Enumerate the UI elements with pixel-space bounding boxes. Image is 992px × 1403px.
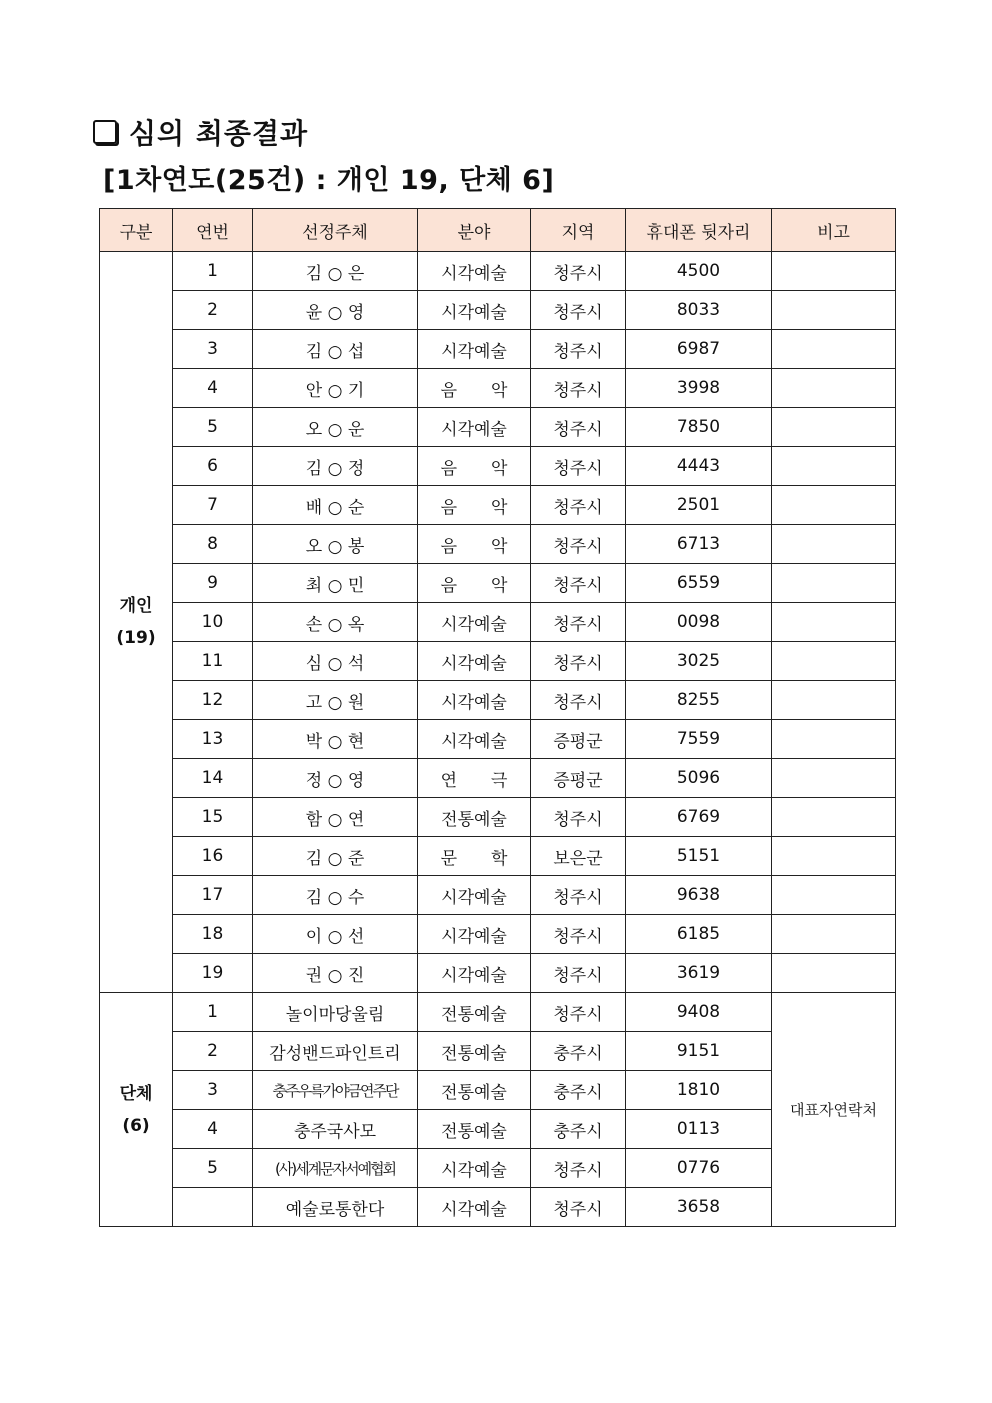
row-number: 9 bbox=[173, 564, 253, 603]
row-region: 증평군 bbox=[531, 720, 626, 759]
table-header-row bbox=[100, 209, 896, 252]
header-selected: 선정주체 bbox=[253, 209, 418, 252]
row-note bbox=[772, 642, 896, 681]
page-title-text: 심의 최종결과 bbox=[129, 117, 309, 150]
row-region: 청주시 bbox=[531, 447, 626, 486]
row-number bbox=[173, 1188, 253, 1227]
row-phone: 8255 bbox=[626, 681, 772, 720]
row-field: 음 악 bbox=[418, 369, 531, 408]
row-field: 시각예술 bbox=[418, 291, 531, 330]
row-phone: 6713 bbox=[626, 525, 772, 564]
row-note bbox=[772, 837, 896, 876]
row-name: 손 ○ 옥 bbox=[253, 603, 418, 642]
page-subtitle: [1차연도(25건) : 개인 19, 단체 6] bbox=[103, 165, 555, 196]
row-field: 전통예술 bbox=[418, 1071, 531, 1110]
header-phone: 휴대폰 뒷자리 bbox=[626, 209, 772, 252]
row-name: 안 ○ 기 bbox=[253, 369, 418, 408]
row-region: 청주시 bbox=[531, 876, 626, 915]
row-number: 1 bbox=[173, 252, 253, 291]
row-name: 김 ○ 은 bbox=[253, 252, 418, 291]
row-note bbox=[772, 408, 896, 447]
row-note bbox=[772, 369, 896, 408]
row-field: 시각예술 bbox=[418, 876, 531, 915]
row-name: 최 ○ 민 bbox=[253, 564, 418, 603]
row-field: 음 악 bbox=[418, 525, 531, 564]
row-number: 4 bbox=[173, 1110, 253, 1149]
row-note bbox=[772, 486, 896, 525]
row-note bbox=[772, 525, 896, 564]
row-name: 심 ○ 석 bbox=[253, 642, 418, 681]
row-region: 청주시 bbox=[531, 642, 626, 681]
row-name: 정 ○ 영 bbox=[253, 759, 418, 798]
row-note bbox=[772, 681, 896, 720]
row-region: 청주시 bbox=[531, 993, 626, 1032]
row-phone: 2501 bbox=[626, 486, 772, 525]
row-region: 청주시 bbox=[531, 1149, 626, 1188]
table-row bbox=[100, 837, 896, 876]
row-note bbox=[772, 954, 896, 993]
category-label: 단체 bbox=[119, 1083, 153, 1104]
row-phone: 0113 bbox=[626, 1110, 772, 1149]
row-number: 10 bbox=[173, 603, 253, 642]
row-number: 12 bbox=[173, 681, 253, 720]
table-row bbox=[100, 447, 896, 486]
row-region: 보은군 bbox=[531, 837, 626, 876]
table-row bbox=[100, 876, 896, 915]
table-row bbox=[100, 525, 896, 564]
row-name: 고 ○ 원 bbox=[253, 681, 418, 720]
category-group bbox=[100, 993, 173, 1227]
row-field: 시각예술 bbox=[418, 681, 531, 720]
row-name: (사)세계문자서예협회 bbox=[253, 1149, 418, 1188]
row-phone: 6185 bbox=[626, 915, 772, 954]
row-region: 청주시 bbox=[531, 486, 626, 525]
row-number: 7 bbox=[173, 486, 253, 525]
row-region: 증평군 bbox=[531, 759, 626, 798]
row-note bbox=[772, 252, 896, 291]
row-region: 충주시 bbox=[531, 1071, 626, 1110]
row-note bbox=[772, 876, 896, 915]
row-number: 16 bbox=[173, 837, 253, 876]
row-region: 청주시 bbox=[531, 369, 626, 408]
row-phone: 9408 bbox=[626, 993, 772, 1032]
row-number: 15 bbox=[173, 798, 253, 837]
category-count: (6) bbox=[122, 1115, 150, 1136]
row-field: 시각예술 bbox=[418, 252, 531, 291]
row-note bbox=[772, 915, 896, 954]
row-phone: 5151 bbox=[626, 837, 772, 876]
row-name: 감성밴드파인트리 bbox=[253, 1032, 418, 1071]
checkbox-icon bbox=[93, 120, 117, 144]
row-note bbox=[772, 759, 896, 798]
row-field: 전통예술 bbox=[418, 798, 531, 837]
group-note: 대표자연락처 bbox=[772, 993, 896, 1227]
category-count: (19) bbox=[116, 628, 156, 648]
row-name: 배 ○ 순 bbox=[253, 486, 418, 525]
row-phone: 3619 bbox=[626, 954, 772, 993]
row-phone: 1810 bbox=[626, 1071, 772, 1110]
row-region: 청주시 bbox=[531, 252, 626, 291]
row-name: 김 ○ 정 bbox=[253, 447, 418, 486]
row-phone: 3658 bbox=[626, 1188, 772, 1227]
row-number: 3 bbox=[173, 1071, 253, 1110]
row-region: 청주시 bbox=[531, 681, 626, 720]
row-note bbox=[772, 603, 896, 642]
row-region: 청주시 bbox=[531, 525, 626, 564]
row-phone: 3025 bbox=[626, 642, 772, 681]
table-row bbox=[100, 486, 896, 525]
row-field: 전통예술 bbox=[418, 993, 531, 1032]
row-phone: 8033 bbox=[626, 291, 772, 330]
table-row bbox=[100, 993, 896, 1032]
row-number: 6 bbox=[173, 447, 253, 486]
header-region: 지역 bbox=[531, 209, 626, 252]
table-row bbox=[100, 369, 896, 408]
row-name: 충주우륵가야금연주단 bbox=[253, 1071, 418, 1110]
row-field: 전통예술 bbox=[418, 1110, 531, 1149]
row-region: 청주시 bbox=[531, 564, 626, 603]
header-note: 비고 bbox=[772, 209, 896, 252]
row-number: 11 bbox=[173, 642, 253, 681]
row-number: 5 bbox=[173, 1149, 253, 1188]
table-row bbox=[100, 603, 896, 642]
row-region: 청주시 bbox=[531, 408, 626, 447]
row-note bbox=[772, 447, 896, 486]
row-note bbox=[772, 798, 896, 837]
category-individual bbox=[100, 252, 173, 993]
header-category: 구분 bbox=[100, 209, 173, 252]
row-region: 청주시 bbox=[531, 330, 626, 369]
row-name: 함 ○ 연 bbox=[253, 798, 418, 837]
row-phone: 3998 bbox=[626, 369, 772, 408]
row-number: 5 bbox=[173, 408, 253, 447]
row-region: 충주시 bbox=[531, 1032, 626, 1071]
row-number: 8 bbox=[173, 525, 253, 564]
table-row bbox=[100, 291, 896, 330]
row-field: 시각예술 bbox=[418, 1188, 531, 1227]
row-phone: 4443 bbox=[626, 447, 772, 486]
table-row bbox=[100, 408, 896, 447]
row-region: 충주시 bbox=[531, 1110, 626, 1149]
row-field: 시각예술 bbox=[418, 330, 531, 369]
row-phone: 9638 bbox=[626, 876, 772, 915]
row-phone: 0098 bbox=[626, 603, 772, 642]
row-name: 예술로통한다 bbox=[253, 1188, 418, 1227]
row-region: 청주시 bbox=[531, 954, 626, 993]
row-phone: 7559 bbox=[626, 720, 772, 759]
row-field: 문 학 bbox=[418, 837, 531, 876]
row-number: 13 bbox=[173, 720, 253, 759]
header-field: 분야 bbox=[418, 209, 531, 252]
row-note bbox=[772, 291, 896, 330]
row-field: 연 극 bbox=[418, 759, 531, 798]
row-name: 충주국사모 bbox=[253, 1110, 418, 1149]
row-name: 김 ○ 수 bbox=[253, 876, 418, 915]
row-field: 시각예술 bbox=[418, 720, 531, 759]
row-number: 1 bbox=[173, 993, 253, 1032]
row-name: 오 ○ 봉 bbox=[253, 525, 418, 564]
results-table bbox=[99, 208, 896, 1227]
row-field: 시각예술 bbox=[418, 915, 531, 954]
table-row bbox=[100, 759, 896, 798]
row-field: 음 악 bbox=[418, 486, 531, 525]
row-phone: 6559 bbox=[626, 564, 772, 603]
row-field: 시각예술 bbox=[418, 954, 531, 993]
row-field: 전통예술 bbox=[418, 1032, 531, 1071]
row-note bbox=[772, 330, 896, 369]
row-field: 시각예술 bbox=[418, 1149, 531, 1188]
row-field: 시각예술 bbox=[418, 408, 531, 447]
row-number: 4 bbox=[173, 369, 253, 408]
row-region: 청주시 bbox=[531, 291, 626, 330]
category-label: 개인 bbox=[119, 596, 153, 616]
table-row bbox=[100, 798, 896, 837]
row-number: 18 bbox=[173, 915, 253, 954]
row-name: 놀이마당울림 bbox=[253, 993, 418, 1032]
row-name: 오 ○ 운 bbox=[253, 408, 418, 447]
row-name: 박 ○ 현 bbox=[253, 720, 418, 759]
row-field: 음 악 bbox=[418, 564, 531, 603]
row-name: 이 ○ 선 bbox=[253, 915, 418, 954]
table-row bbox=[100, 720, 896, 759]
row-field: 시각예술 bbox=[418, 642, 531, 681]
row-name: 권 ○ 진 bbox=[253, 954, 418, 993]
table-row bbox=[100, 681, 896, 720]
row-phone: 4500 bbox=[626, 252, 772, 291]
row-number: 2 bbox=[173, 1032, 253, 1071]
row-number: 19 bbox=[173, 954, 253, 993]
row-phone: 9151 bbox=[626, 1032, 772, 1071]
table-row bbox=[100, 954, 896, 993]
row-number: 17 bbox=[173, 876, 253, 915]
row-phone: 6987 bbox=[626, 330, 772, 369]
page-title bbox=[93, 112, 308, 152]
row-name: 윤 ○ 영 bbox=[253, 291, 418, 330]
row-phone: 0776 bbox=[626, 1149, 772, 1188]
row-name: 김 ○ 준 bbox=[253, 837, 418, 876]
row-number: 3 bbox=[173, 330, 253, 369]
header-number: 연번 bbox=[173, 209, 253, 252]
row-number: 2 bbox=[173, 291, 253, 330]
row-field: 음 악 bbox=[418, 447, 531, 486]
row-phone: 7850 bbox=[626, 408, 772, 447]
row-region: 청주시 bbox=[531, 1188, 626, 1227]
row-region: 청주시 bbox=[531, 915, 626, 954]
table-row bbox=[100, 642, 896, 681]
table-row bbox=[100, 252, 896, 291]
table-row bbox=[100, 330, 896, 369]
row-number: 14 bbox=[173, 759, 253, 798]
row-note bbox=[772, 564, 896, 603]
table-row bbox=[100, 564, 896, 603]
row-field: 시각예술 bbox=[418, 603, 531, 642]
row-region: 청주시 bbox=[531, 603, 626, 642]
row-name: 김 ○ 섭 bbox=[253, 330, 418, 369]
table-row bbox=[100, 915, 896, 954]
row-phone: 6769 bbox=[626, 798, 772, 837]
row-phone: 5096 bbox=[626, 759, 772, 798]
row-region: 청주시 bbox=[531, 798, 626, 837]
row-note bbox=[772, 720, 896, 759]
